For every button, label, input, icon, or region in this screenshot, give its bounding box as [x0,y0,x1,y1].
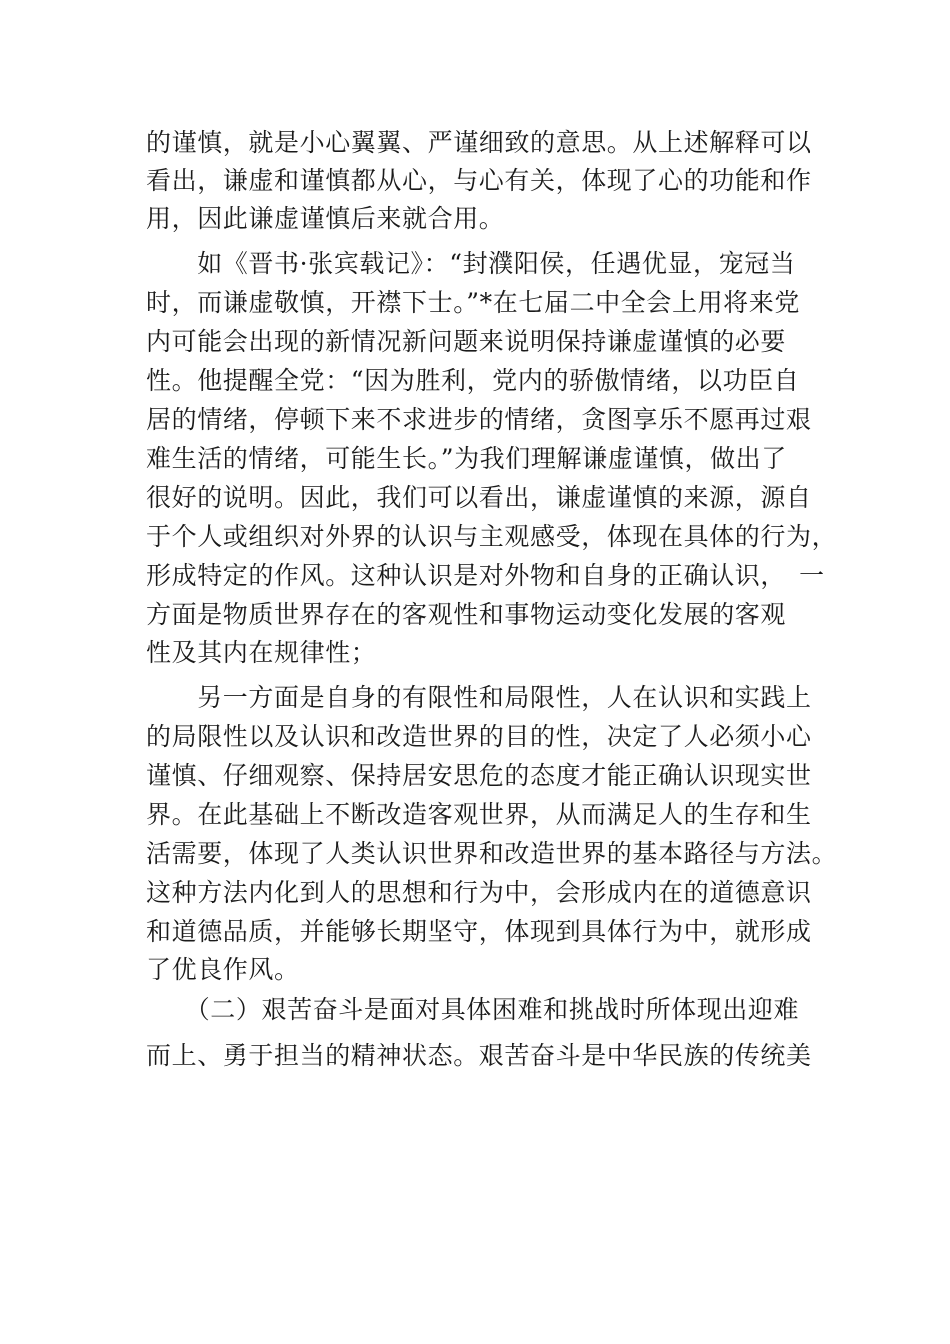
text-line: 时，而谦虚敬慎，开襟下士。”*在七届二中全会上用将来党 [146,288,800,317]
text-line: 难生活的情绪，可能生长。”为我们理解谦虚谨慎，做出了 [146,444,787,473]
text-line: 方面是物质世界存在的客观性和事物运动变化发展的客观 [146,600,787,629]
text-line: 很好的说明。因此，我们可以看出，谦虚谨慎的来源，源自 [146,483,812,512]
text-line: 另一方面是自身的有限性和局限性，人在认识和实践上 [146,683,812,712]
text-line: 内可能会出现的新情况新问题来说明保持谦虚谨慎的必要 [146,327,787,356]
text-line: （二）艰苦奋斗是面对具体困难和挑战时所体现出迎难 [146,995,800,1024]
text-line: 了优良作风。 [146,955,300,984]
text-line: 谨慎、仔细观察、保持居安思危的态度才能正确认识现实世 [146,761,812,790]
text-line: 看出，谦虚和谨慎都从心，与心有关，体现了心的功能和作 [146,166,812,195]
text-line: 的局限性以及认识和改造世界的目的性，决定了人必须小心 [146,722,812,751]
text-line: 和道德品质，并能够长期坚守，体现到具体行为中，就形成 [146,917,812,946]
text-line: 活需要，体现了人类认识世界和改造世界的基本路径与方法。 [146,839,838,868]
text-line: 的谨慎，就是小心翼翼、严谨细致的意思。从上述解释可以 [146,128,812,157]
text-line: 而上、勇于担当的精神状态。艰苦奋斗是中华民族的传统美 [146,1041,812,1070]
text-line: 这种方法内化到人的思想和行为中，会形成内在的道德意识 [146,878,812,907]
text-line: 形成特定的作风。这种认识是对外物和自身的正确认识， 一 [146,561,825,590]
text-line: 于个人或组织对外界的认识与主观感受，体现在具体的行为， [146,522,838,551]
text-line: 居的情绪，停顿下来不求进步的情绪，贪图享乐不愿再过艰 [146,405,812,434]
text-line: 性及其内在规律性； [146,638,377,667]
text-line: 如《晋书·张宾载记》：“封濮阳侯，任遇优显，宠冠当 [146,249,796,278]
text-line: 性。他提醒全党：“因为胜利，党内的骄傲情绪，以功臣自 [146,366,800,395]
text-line: 用，因此谦虚谨慎后来就合用。 [146,204,505,233]
text-line: 界。在此基础上不断改造客观世界，从而满足人的生存和生 [146,800,812,829]
